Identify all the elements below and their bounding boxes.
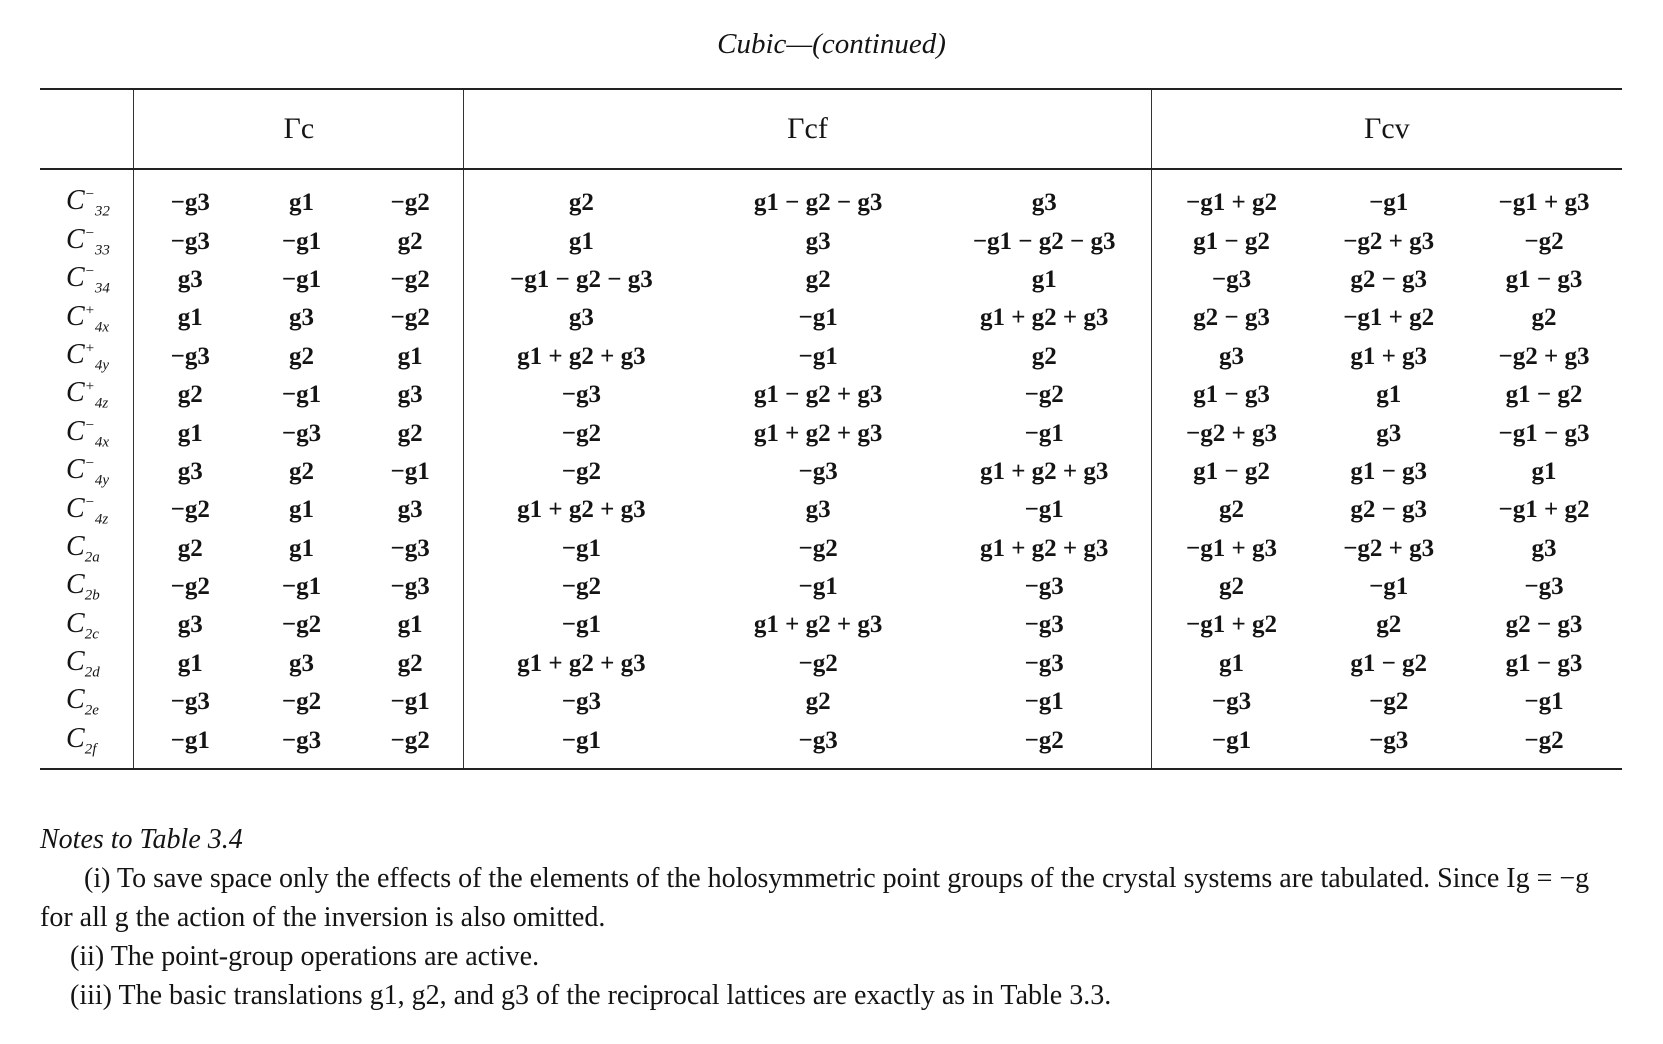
- table-cell: g2: [805, 265, 831, 293]
- table-cell: −g2: [464, 453, 699, 491]
- operation-subscript: 2a: [84, 549, 100, 566]
- operation-subscript: 32: [94, 203, 110, 220]
- operation-superscript: −: [84, 494, 95, 511]
- table-cell: −g2: [464, 568, 699, 606]
- table-cell: g1: [1031, 265, 1057, 293]
- operation-superscript: −: [84, 455, 95, 472]
- table-cell: −g2: [1524, 227, 1564, 255]
- table-cell: g1: [289, 534, 314, 562]
- notes-title: Notes to Table 3.4: [40, 824, 243, 855]
- operation-label: [40, 299, 134, 337]
- table-cell: −g1: [464, 530, 699, 568]
- table-cell: −g1: [281, 227, 322, 255]
- table-cell: g1: [289, 189, 314, 217]
- table-cell: −g2: [1466, 721, 1622, 768]
- operation-superscript: −: [84, 187, 95, 204]
- table-cell: −g2: [464, 414, 699, 452]
- operation-symbol: C: [66, 300, 85, 332]
- header-gamma-c-v-label: Γcv: [1364, 112, 1410, 145]
- table-cell: g2: [397, 649, 423, 677]
- operation-label: [40, 491, 134, 529]
- table-cell: −g1: [1524, 688, 1564, 716]
- operation-superscript: +: [84, 379, 95, 396]
- table-cell: −g2: [1024, 381, 1064, 409]
- table-cell: g3: [397, 496, 423, 524]
- header-gamma-c-f-label: Γcf: [787, 112, 828, 145]
- table-cell: −g3: [390, 573, 430, 601]
- table-cell: g2: [1031, 342, 1057, 370]
- table-cell: −g3: [1311, 721, 1466, 768]
- operation-symbol: C: [66, 530, 85, 562]
- table-cell: −g3: [134, 338, 246, 376]
- note-iii: (iii) The basic translations g1, g2, and g3 of the reciprocal lattices are exactly as in Table 3.3.: [70, 980, 1112, 1011]
- table-cell: −g3: [1151, 683, 1311, 721]
- table-cell: −g1 + g2: [1151, 169, 1311, 222]
- table-cell: −g3: [798, 457, 838, 485]
- table-row: [40, 222, 1622, 260]
- table-cell: −g3: [246, 721, 357, 768]
- operation-subscript: 2d: [84, 664, 100, 681]
- table-row: [40, 453, 1622, 491]
- table-cell: g2: [1151, 568, 1311, 606]
- operation-superscript: −: [84, 263, 95, 280]
- table-cell: g1 − g2: [1350, 649, 1428, 677]
- table-cell: g3: [289, 649, 314, 677]
- operation-symbol: C: [66, 569, 85, 601]
- table-cell: −g3: [464, 376, 699, 414]
- table-cell: g3: [805, 227, 831, 255]
- operation-subscript: 4z: [94, 395, 109, 412]
- table-cell: −g2: [357, 721, 464, 768]
- operation-superscript: −: [84, 417, 95, 434]
- table-cell: −g2: [281, 688, 322, 716]
- operation-label: [40, 721, 134, 768]
- table-cell: −g2: [390, 265, 430, 293]
- header-gamma-c-f: [464, 89, 1151, 169]
- table-cell: −g2 + g3: [1343, 534, 1435, 562]
- operation-symbol: C: [66, 262, 85, 294]
- table-cell: g1 − g3: [1151, 376, 1311, 414]
- table-cell: g1 − g2: [1151, 453, 1311, 491]
- table-cell: −g3: [134, 683, 246, 721]
- table-cell: g3: [805, 496, 831, 524]
- table-cell: g2: [805, 688, 831, 716]
- table-cell: g1 + g2 + g3: [464, 645, 699, 683]
- operation-symbol: C: [66, 722, 85, 754]
- table-cell: −g2: [938, 721, 1152, 768]
- table-cell: −g2: [390, 304, 430, 332]
- table-cell: −g3: [134, 222, 246, 260]
- operation-symbol: C: [66, 646, 85, 678]
- table-cell: −g1: [464, 606, 699, 644]
- table-cell: −g2: [281, 611, 322, 639]
- table-cell: −g3: [1151, 261, 1311, 299]
- table-cell: g1 + g2 + g3: [464, 491, 699, 529]
- table-cell: −g1: [281, 573, 322, 601]
- group-action-table: [40, 88, 1622, 770]
- table-cell: −g1: [798, 304, 838, 332]
- table-caption: Cubic—(continued): [717, 28, 946, 60]
- table-cell: g2: [464, 169, 699, 222]
- table-row: [40, 721, 1622, 768]
- operation-subscript: 4z: [94, 511, 109, 528]
- table-cell: −g3: [1024, 573, 1064, 601]
- table-cell: g1 + g2 + g3: [753, 611, 883, 639]
- operation-label: [40, 683, 134, 721]
- table-cell: g1 − g2: [1505, 381, 1583, 409]
- table-cell: g2: [1376, 611, 1402, 639]
- table-cell: g1: [289, 496, 314, 524]
- table-cell: −g1: [1369, 573, 1409, 601]
- table-cell: g2: [397, 227, 423, 255]
- table-cell: g3: [134, 606, 246, 644]
- header-row: [40, 89, 1622, 169]
- operation-subscript: 2c: [84, 626, 99, 643]
- table-cell: g1: [397, 611, 423, 639]
- table-cell: g1 + g2 + g3: [979, 457, 1109, 485]
- table-cell: g1: [134, 414, 246, 452]
- table-cell: g1 − g3: [1505, 649, 1583, 677]
- table-cell: g2: [289, 342, 314, 370]
- table-cell: −g1: [390, 457, 430, 485]
- table-cell: −g1: [1151, 721, 1311, 768]
- table-cell: g2 − g3: [1350, 265, 1428, 293]
- table-cell: g1: [1151, 645, 1311, 683]
- operation-label: [40, 568, 134, 606]
- operation-label: [40, 606, 134, 644]
- operation-label: [40, 222, 134, 260]
- table-row: [40, 568, 1622, 606]
- table-cell: g1 − g3: [1350, 457, 1428, 485]
- table-cell: −g2 + g3: [1498, 342, 1590, 370]
- table-cell: g2: [1531, 304, 1557, 332]
- table-cell: g3: [464, 299, 699, 337]
- table-cell: −g1 − g3: [1498, 419, 1590, 447]
- table-cell: g3: [1376, 419, 1402, 447]
- operation-label: [40, 169, 134, 222]
- table-cell: −g1: [1369, 189, 1409, 217]
- table-cell: −g1: [281, 265, 322, 293]
- table-cell: −g2 + g3: [1151, 414, 1311, 452]
- table-cell: g2: [134, 530, 246, 568]
- table-cell: g3: [134, 453, 246, 491]
- table-row: [40, 376, 1622, 414]
- table-cell: −g3: [464, 683, 699, 721]
- operation-subscript: 4x: [94, 434, 109, 451]
- table-row: [40, 414, 1622, 452]
- table-cell: g3: [397, 381, 423, 409]
- table-cell: g2: [289, 457, 314, 485]
- table-cell: g1: [397, 342, 423, 370]
- table-row: [40, 530, 1622, 568]
- table-cell: g3: [134, 261, 246, 299]
- table-cell: −g2: [1369, 688, 1409, 716]
- operation-subscript: 2b: [84, 587, 100, 604]
- table-cell: g3: [289, 304, 314, 332]
- table-cell: g1: [1376, 381, 1402, 409]
- table-cell: −g1: [134, 721, 246, 768]
- table-cell: g1 + g2 + g3: [979, 534, 1109, 562]
- operation-subscript: 34: [94, 280, 110, 297]
- table-cell: g1 + g2 + g3: [753, 419, 883, 447]
- table-cell: −g1: [390, 688, 430, 716]
- table-row: [40, 338, 1622, 376]
- table-cell: g1 + g3: [1350, 342, 1428, 370]
- table-cell: −g1: [1024, 688, 1064, 716]
- operation-symbol: C: [66, 454, 85, 486]
- operation-superscript: +: [84, 340, 95, 357]
- operation-label: [40, 530, 134, 568]
- operation-label: [40, 376, 134, 414]
- table-cell: −g1 + g3: [1498, 189, 1590, 217]
- table-cell: −g1: [464, 721, 699, 768]
- table-cell: −g3: [1524, 573, 1564, 601]
- table-cell: −g2: [798, 649, 838, 677]
- table-cell: g1: [134, 645, 246, 683]
- table-cell: −g1: [1024, 419, 1064, 447]
- table-cell: −g3: [390, 534, 430, 562]
- table-cell: −g3: [1024, 649, 1064, 677]
- note-ii: (ii) The point-group operations are active.: [70, 941, 540, 972]
- table-cell: −g2: [134, 568, 246, 606]
- table-cell: g1 − g2 + g3: [753, 381, 883, 409]
- table-cell: −g2: [390, 189, 430, 217]
- table-row: [40, 261, 1622, 299]
- operation-subscript: 4x: [94, 319, 109, 336]
- table-cell: g2: [397, 419, 423, 447]
- table-cell: −g3: [699, 721, 938, 768]
- table-body: [40, 169, 1622, 769]
- table-cell: g1 − g2 − g3: [753, 189, 883, 217]
- operation-superscript: −: [84, 225, 95, 242]
- table-cell: g1: [464, 222, 699, 260]
- operation-label: [40, 338, 134, 376]
- operation-subscript: 2e: [84, 703, 99, 720]
- operation-symbol: C: [66, 377, 85, 409]
- note-i: (i) To save space only the effects of the elements of the holosymmetric point groups of the crystal systems are tabulated. Since Ig = −g for all g the action of the inversion is also omitted.: [40, 863, 1590, 933]
- operation-symbol: C: [66, 492, 85, 524]
- table-cell: g1 + g2 + g3: [979, 304, 1109, 332]
- table-cell: −g1: [1024, 496, 1064, 524]
- table-cell: −g1 + g2: [1151, 606, 1311, 644]
- table-cell: g1 + g2 + g3: [464, 338, 699, 376]
- operation-label: [40, 453, 134, 491]
- operation-label: [40, 414, 134, 452]
- table-cell: g1 − g3: [1505, 265, 1583, 293]
- table-cell: −g2: [798, 534, 838, 562]
- table-cell: g2: [134, 376, 246, 414]
- table-cell: −g1 + g2: [1498, 496, 1590, 524]
- table-row: [40, 299, 1622, 337]
- operation-label: [40, 261, 134, 299]
- operation-symbol: C: [66, 223, 85, 255]
- table-cell: g2: [1151, 491, 1311, 529]
- table-cell: −g1: [281, 381, 322, 409]
- table-row: [40, 491, 1622, 529]
- operation-symbol: C: [66, 684, 85, 716]
- table-cell: −g1 + g3: [1151, 530, 1311, 568]
- operation-label: [40, 645, 134, 683]
- table-cell: g2 − g3: [1505, 611, 1583, 639]
- operation-superscript: +: [84, 302, 95, 319]
- table-row: [40, 169, 1622, 222]
- table-cell: −g1: [798, 342, 838, 370]
- header-gamma-c-v: [1151, 89, 1622, 169]
- table-cell: −g3: [134, 169, 246, 222]
- table-cell: −g1 + g2: [1343, 304, 1435, 332]
- table-cell: −g1 − g2 − g3: [972, 227, 1116, 255]
- table-cell: −g1: [798, 573, 838, 601]
- operation-symbol: C: [66, 415, 85, 447]
- table-cell: g3: [1531, 534, 1557, 562]
- table-row: [40, 606, 1622, 644]
- header-operation: [40, 89, 134, 169]
- operation-subscript: 2f: [84, 741, 97, 758]
- operation-subscript: 33: [94, 242, 110, 259]
- table-cell: −g2 + g3: [1343, 227, 1435, 255]
- table-cell: g2 − g3: [1151, 299, 1311, 337]
- operation-subscript: 4y: [94, 357, 109, 374]
- notes: [40, 820, 1622, 1015]
- operation-symbol: C: [66, 607, 85, 639]
- table-cell: g3: [1031, 189, 1057, 217]
- table-cell: g3: [1151, 338, 1311, 376]
- header-gamma-c-label: Γc: [283, 112, 315, 145]
- header-gamma-c: [134, 89, 464, 169]
- table-row: [40, 683, 1622, 721]
- table-cell: −g3: [281, 419, 322, 447]
- table-cell: g1: [1531, 457, 1557, 485]
- operation-symbol: C: [66, 185, 85, 217]
- table-cell: −g2: [134, 491, 246, 529]
- operation-subscript: 4y: [94, 472, 109, 489]
- table-cell: g1: [134, 299, 246, 337]
- table-cell: −g1 − g2 − g3: [464, 261, 699, 299]
- operation-symbol: C: [66, 338, 85, 370]
- table-row: [40, 645, 1622, 683]
- table-cell: g1 − g2: [1151, 222, 1311, 260]
- table-cell: g2 − g3: [1350, 496, 1428, 524]
- table-cell: −g3: [1024, 611, 1064, 639]
